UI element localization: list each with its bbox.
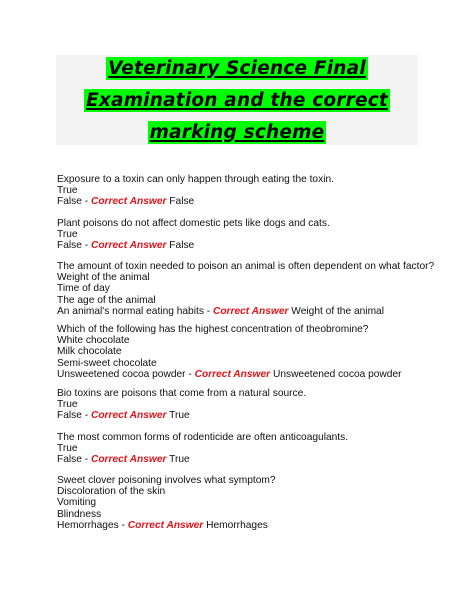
correct-answer-label: Correct Answer	[90, 196, 167, 208]
option: Semi-sweet chocolate	[57, 357, 157, 369]
option: True	[57, 185, 78, 197]
question-block-4	[57, 324, 457, 380]
option: Blindness	[57, 508, 102, 520]
question-text: The most common forms of rodenticide are often anticoagulants.	[57, 432, 349, 443]
answer-line: Hemorrhages - Correct Answer Hemorrhages	[57, 519, 268, 531]
question-block-7	[57, 475, 457, 531]
correct-answer-label: Correct Answer	[90, 454, 167, 466]
question-block-3	[57, 261, 457, 317]
question-text: Sweet clover poisoning involves what symptom?	[57, 475, 276, 486]
question-block-5	[57, 388, 457, 422]
correct-answer-label: Correct Answer	[90, 240, 167, 252]
option: The age of the animal	[57, 294, 156, 306]
option: Weight of the animal	[57, 272, 150, 284]
question-text: Which of the following has the highest concentration of theobromine?	[57, 324, 369, 335]
answer-line: An animal's normal eating habits - Correct Answer Weight of the animal	[57, 305, 384, 317]
question-block-1	[57, 174, 457, 208]
option: Discoloration of the skin	[57, 486, 166, 498]
question-block-6	[57, 432, 457, 466]
question-block-2	[57, 218, 457, 252]
document-title-line-1: Veterinary Science Final	[108, 58, 366, 79]
option: True	[57, 229, 78, 241]
document-title-line-3: marking scheme	[149, 122, 325, 143]
question-text: Exposure to a toxin can only happen through eating the toxin.	[57, 174, 334, 185]
answer-line: Unsweetened cocoa powder - Correct Answer Unsweetened cocoa powder	[57, 368, 402, 380]
answer-line: False - Correct Answer True	[57, 454, 190, 466]
option: Time of day	[57, 283, 110, 295]
option: Vomiting	[57, 497, 97, 509]
question-text: The amount of toxin needed to poison an animal is often dependent on what factor?	[57, 261, 435, 272]
answer-line: False - Correct Answer False	[57, 240, 195, 252]
correct-answer-label: Correct Answer	[127, 519, 204, 531]
document-title-line-2: Examination and the correct	[86, 90, 388, 111]
option: Milk chocolate	[57, 346, 122, 358]
option: White chocolate	[57, 335, 130, 347]
option: True	[57, 399, 78, 411]
question-text: Bio toxins are poisons that come from a natural source.	[57, 388, 307, 399]
answer-line: False - Correct Answer True	[57, 410, 190, 422]
option: True	[57, 443, 78, 455]
correct-answer-label: Correct Answer	[194, 368, 271, 380]
answer-line: False - Correct Answer False	[57, 196, 195, 208]
correct-answer-label: Correct Answer	[212, 305, 289, 317]
question-text: Plant poisons do not affect domestic pets like dogs and cats.	[57, 218, 330, 229]
correct-answer-label: Correct Answer	[90, 410, 167, 422]
